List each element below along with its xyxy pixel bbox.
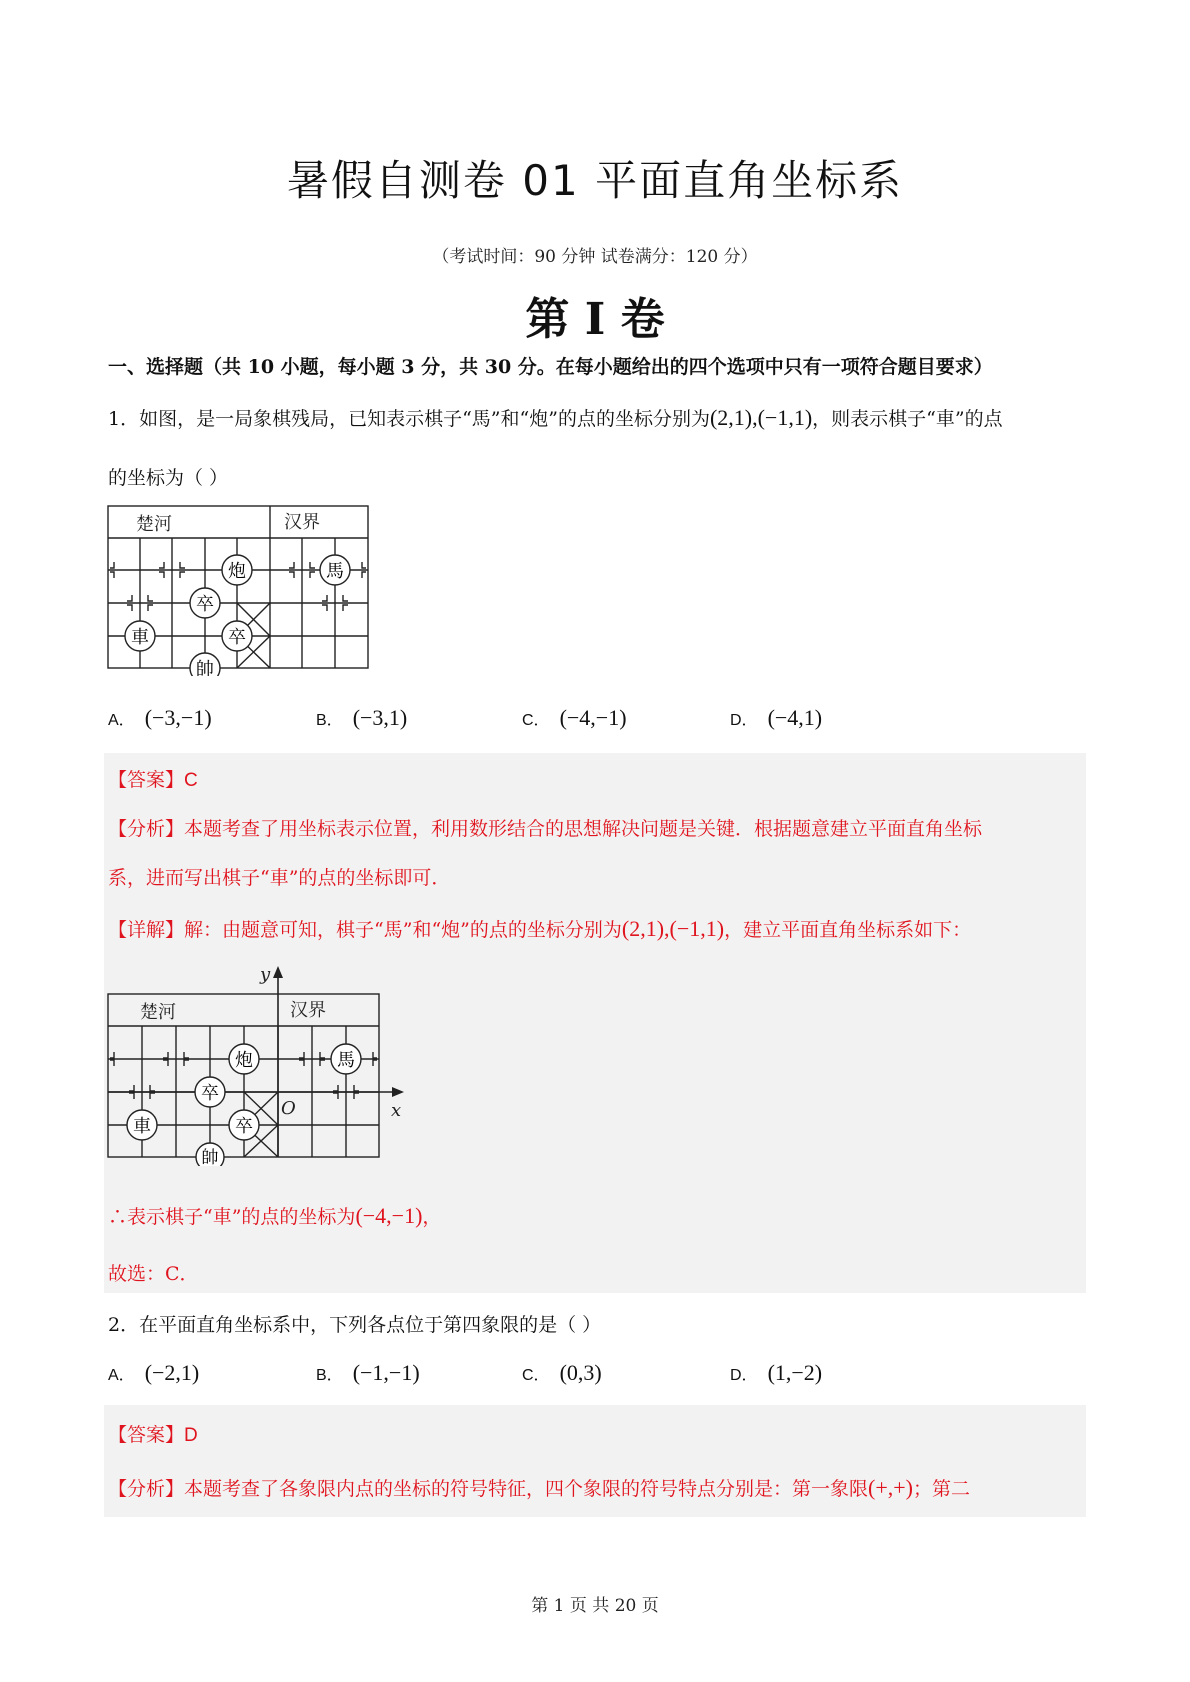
- svg-text:帥: 帥: [196, 659, 214, 676]
- piece2-shuai: [196, 1143, 224, 1166]
- question-1-line2: 的坐标为（ ）: [108, 467, 229, 489]
- q2-analysis: 【分析】本题考查了各象限内点的坐标的符号特征，四个象限的符号特点分别是：第一象限(+,+)；第二: [108, 1475, 971, 1500]
- board-label-hanjie: 汉界: [284, 512, 320, 533]
- board2-label-chuhe: 楚河: [140, 1002, 176, 1023]
- svg-text:炮: 炮: [228, 561, 246, 582]
- piece-zu-2: [222, 621, 252, 651]
- board-label-chuhe: 楚河: [136, 514, 172, 535]
- chess-board-figure: [106, 504, 372, 676]
- q1-detail: 【详解】解：由题意可知，棋子“馬”和“炮”的点的坐标分别为(2,1),(−1,1)，建立平面直角坐标系如下：: [108, 916, 972, 941]
- svg-text:炮: 炮: [235, 1050, 253, 1071]
- svg-text:車: 車: [131, 627, 149, 648]
- volume-heading: 第 I 卷: [525, 294, 665, 345]
- piece2-ma: [331, 1044, 361, 1074]
- q1-option-c: C． (−4,−1): [522, 705, 627, 730]
- q1-choose: 故选：C．: [108, 1263, 199, 1285]
- piece2-zu-1: [195, 1077, 225, 1107]
- piece-shuai: [190, 653, 220, 676]
- piece-pao: [222, 555, 252, 585]
- question-2: 2．在平面直角坐标系中，下列各点位于第四象限的是（ ）: [108, 1314, 602, 1336]
- q1-option-b: B． (−3,1): [316, 705, 408, 730]
- exam-info: （考试时间：90 分钟 试卷满分：120 分）: [432, 247, 758, 267]
- q2-option-c: C． (0,3): [522, 1360, 602, 1385]
- origin-label: O: [281, 1098, 296, 1119]
- q1-answer: 【答案】C: [108, 769, 198, 791]
- q2-answer: 【答案】D: [108, 1424, 198, 1446]
- piece2-pao: [229, 1044, 259, 1074]
- svg-text:卒: 卒: [235, 1116, 253, 1137]
- piece2-zu-2: [229, 1110, 259, 1140]
- q1-analysis-line1: 【分析】本题考查了用坐标表示位置，利用数形结合的思想解决问题是关键．根据题意建立平面直角坐标: [108, 818, 983, 840]
- svg-text:卒: 卒: [228, 627, 246, 648]
- page-footer: 第 1 页 共 20 页: [531, 1596, 659, 1616]
- piece-ju: [125, 621, 155, 651]
- q1-option-a: A． (−3,−1): [108, 705, 212, 730]
- axis-y-label: y: [260, 966, 271, 985]
- section-heading: 一、选择题（共 10 小题，每小题 3 分，共 30 分。在每小题给出的四个选项中只有一项符合题目要求）: [108, 356, 993, 378]
- q2-option-d: D． (1,−2): [730, 1360, 823, 1385]
- q2-option-b: B． (−1,−1): [316, 1360, 420, 1385]
- svg-text:馬: 馬: [326, 561, 344, 582]
- svg-text:卒: 卒: [196, 594, 214, 615]
- axis-x-label: x: [391, 1100, 402, 1121]
- svg-text:馬: 馬: [337, 1050, 355, 1071]
- board2-label-hanjie: 汉界: [290, 1000, 326, 1021]
- q2-option-a: A． (−2,1): [108, 1360, 200, 1385]
- svg-text:卒: 卒: [201, 1083, 219, 1104]
- piece2-ju: [127, 1110, 157, 1140]
- svg-text:帥: 帥: [201, 1148, 219, 1166]
- piece-ma: [320, 555, 350, 585]
- q1-option-d: D． (−4,1): [730, 705, 823, 730]
- q1-therefore: ∴表示棋子“車”的点的坐标为(−4,−1)，: [108, 1203, 442, 1228]
- page-title: 暑假自测卷 01 平面直角坐标系: [286, 156, 904, 205]
- q1-analysis-line2: 系，进而写出棋子“車”的点的坐标即可．: [108, 867, 451, 889]
- piece-zu-1: [190, 588, 220, 618]
- svg-text:車: 車: [133, 1116, 151, 1137]
- question-1-line1: 1．如图，是一局象棋残局，已知表示棋子“馬”和“炮”的点的坐标分别为(2,1),(−1,1)，则表示棋子“車”的点: [108, 405, 1003, 430]
- chess-board-with-axes: [106, 966, 406, 1166]
